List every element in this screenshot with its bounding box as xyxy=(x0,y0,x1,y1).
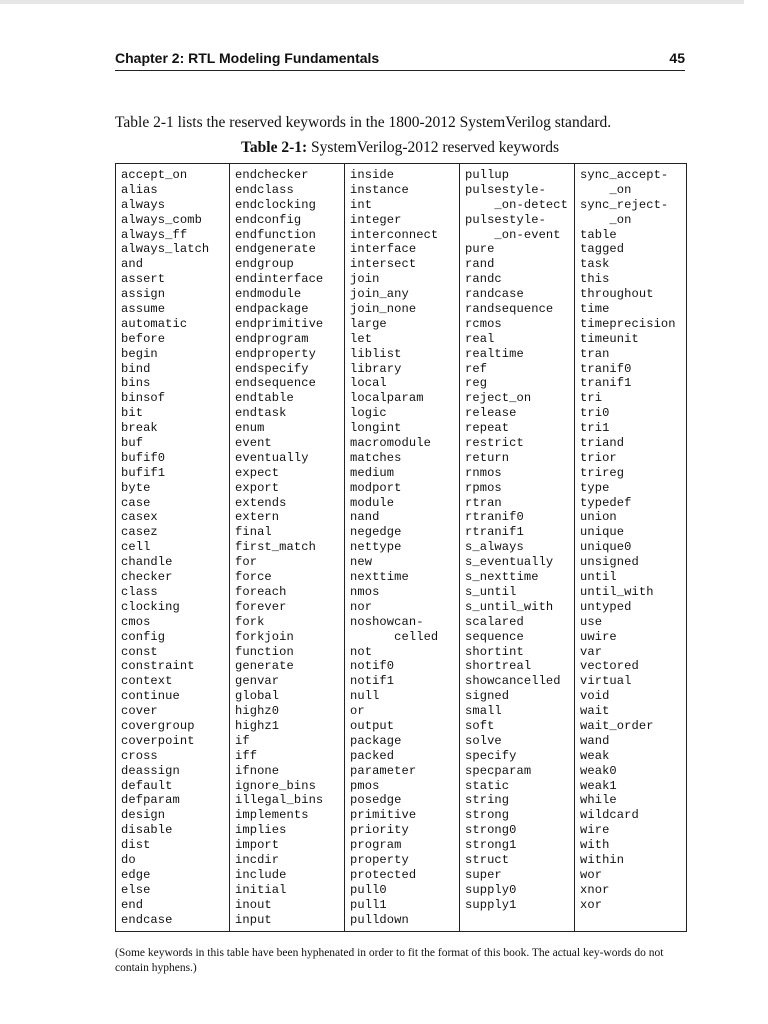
keyword-cell: rcmos xyxy=(465,316,502,331)
keyword-cell: ref xyxy=(465,361,488,376)
keyword-cell: tranif1 xyxy=(580,376,632,391)
keyword-cell: alias xyxy=(121,182,158,197)
keyword-cell: s_nexttime xyxy=(465,570,539,585)
keyword-cell: solve xyxy=(465,733,502,748)
keyword-cell: trireg xyxy=(580,465,625,480)
keyword-cell: untyped xyxy=(580,599,632,614)
keyword-cell: byte xyxy=(121,480,151,495)
keyword-cell: tagged xyxy=(580,242,625,257)
keyword-cell: assume xyxy=(121,302,166,317)
keyword-cell: until xyxy=(580,570,617,585)
keyword-cell: unique0 xyxy=(580,540,632,555)
keyword-cell: while xyxy=(580,793,617,808)
keyword-cell: force xyxy=(235,570,272,585)
keyword-cell: deassign xyxy=(121,763,180,778)
keyword-cell: iff xyxy=(235,748,258,763)
keyword-cell: cover xyxy=(121,704,158,719)
keyword-cell: realtime xyxy=(465,346,524,361)
keyword-cell: extends xyxy=(235,495,287,510)
keyword-cell: forkjoin xyxy=(235,629,294,644)
keyword-cell: endpackage xyxy=(235,302,309,317)
keyword-cell: bufif0 xyxy=(121,450,166,465)
keyword-cell: triand xyxy=(580,436,625,451)
keyword-cell: export xyxy=(235,480,280,495)
keyword-cell: casez xyxy=(121,525,158,540)
keyword-cell: or xyxy=(350,704,365,719)
keyword-cell: incdir xyxy=(235,852,280,867)
keyword-cell: inside xyxy=(350,168,395,182)
keyword-cell: bufif1 xyxy=(121,465,166,480)
keyword-cell: liblist xyxy=(350,346,402,361)
keyword-cell: s_until xyxy=(465,584,517,599)
keyword-cell: noshowcan- xyxy=(350,614,424,629)
keyword-cell: before xyxy=(121,331,166,346)
table-caption-text: SystemVerilog-2012 reserved keywords xyxy=(311,139,559,156)
keyword-cell: rtranif1 xyxy=(465,525,524,540)
keyword-cell: until_with xyxy=(580,584,654,599)
intro-paragraph: Table 2-1 lists the reserved keywords in the 1800-2012 SystemVerilog standard. xyxy=(115,114,612,131)
keyword-cell: binsof xyxy=(121,391,166,406)
keyword-cell: final xyxy=(235,525,272,540)
keyword-cell: _on-event xyxy=(465,227,561,242)
keyword-cell: endprogram xyxy=(235,331,309,346)
keyword-cell: for xyxy=(235,555,258,570)
keyword-cell: strong xyxy=(465,808,510,823)
keyword-cell: design xyxy=(121,808,166,823)
keyword-cell: time xyxy=(580,302,610,317)
keyword-cell: scalared xyxy=(465,614,524,629)
keyword-cell: xor xyxy=(580,897,603,912)
keyword-cell: large xyxy=(350,316,387,331)
keyword-cell: celled xyxy=(350,629,439,644)
keyword-cell: pulsestyle- xyxy=(465,212,546,227)
keyword-cell: generate xyxy=(235,659,294,674)
keyword-cell: randc xyxy=(465,272,502,287)
keyword-cell: clocking xyxy=(121,599,180,614)
chapter-title: Chapter 2: RTL Modeling Fundamentals xyxy=(115,50,380,66)
keyword-cell: var xyxy=(580,644,603,659)
keyword-cell: wand xyxy=(580,733,610,748)
keyword-cell: join_none xyxy=(350,302,417,317)
keyword-cell xyxy=(580,913,686,928)
keyword-cell: else xyxy=(121,882,151,897)
keyword-cell: if xyxy=(235,733,250,748)
keyword-cell: tri0 xyxy=(580,406,610,421)
keyword-cell: soft xyxy=(465,718,495,733)
keyword-cell: rand xyxy=(465,257,495,272)
keyword-cell: ifnone xyxy=(235,763,280,778)
keyword-cell: context xyxy=(121,674,173,689)
keyword-cell: input xyxy=(235,912,272,927)
keyword-cell: automatic xyxy=(121,316,188,331)
keyword-cell: genvar xyxy=(235,674,280,689)
keyword-cell: randcase xyxy=(465,287,524,302)
keyword-cell: return xyxy=(465,450,510,465)
keyword-cell: cross xyxy=(121,748,158,763)
keyword-cell: default xyxy=(121,778,173,793)
keyword-cell: instance xyxy=(350,182,409,197)
table-caption xyxy=(115,139,685,157)
keyword-cell: endfunction xyxy=(235,227,316,242)
keyword-cell: sync_reject- xyxy=(580,197,669,212)
keyword-cell: join_any xyxy=(350,287,409,302)
keyword-cell: packed xyxy=(350,748,395,763)
keyword-cell: _on xyxy=(580,212,632,227)
keyword-cell: this xyxy=(580,272,610,287)
keyword-cell: table xyxy=(580,227,617,242)
keyword-cell: strong1 xyxy=(465,838,517,853)
keyword-cell: wor xyxy=(580,867,603,882)
keyword-cell: do xyxy=(121,852,136,867)
keyword-cell: showcancelled xyxy=(465,674,561,689)
keyword-cell: local xyxy=(350,376,387,391)
keyword-cell: inout xyxy=(235,897,272,912)
keyword-cell: always xyxy=(121,197,166,212)
keyword-cell: string xyxy=(465,793,510,808)
keyword-cell: end xyxy=(121,897,144,912)
keyword-cell: typedef xyxy=(580,495,632,510)
keyword-cell: weak1 xyxy=(580,778,617,793)
keywords-table xyxy=(115,163,687,932)
keyword-cell: begin xyxy=(121,346,158,361)
keyword-cell: endgroup xyxy=(235,257,294,272)
keyword-cell: tranif0 xyxy=(580,361,632,376)
keyword-cell: rtran xyxy=(465,495,502,510)
keyword-cell: rnmos xyxy=(465,465,502,480)
keyword-column-1 xyxy=(116,164,230,932)
keyword-cell: config xyxy=(121,629,166,644)
keyword-cell: protected xyxy=(350,867,417,882)
keyword-cell: endtable xyxy=(235,391,294,406)
keyword-cell: include xyxy=(235,867,287,882)
keyword-cell: checker xyxy=(121,570,173,585)
keyword-cell: s_eventually xyxy=(465,555,554,570)
keyword-cell: priority xyxy=(350,823,409,838)
keyword-cell: type xyxy=(580,480,610,495)
keyword-cell: nmos xyxy=(350,584,380,599)
keyword-cell: new xyxy=(350,555,373,570)
keyword-cell: notif1 xyxy=(350,674,395,689)
keyword-cell: notif0 xyxy=(350,659,395,674)
keyword-cell: primitive xyxy=(350,808,417,823)
keyword-cell: package xyxy=(350,733,402,748)
keyword-cell: pure xyxy=(465,242,495,257)
keyword-cell: cmos xyxy=(121,614,151,629)
header-rule xyxy=(115,70,685,71)
keyword-cell: endcase xyxy=(121,912,173,927)
keyword-cell: const xyxy=(121,644,158,659)
keyword-cell: wildcard xyxy=(580,808,639,823)
keyword-cell: _on xyxy=(580,182,632,197)
keyword-column-3 xyxy=(345,164,460,932)
keyword-cell: nand xyxy=(350,510,380,525)
keyword-cell: extern xyxy=(235,510,280,525)
keyword-cell: interconnect xyxy=(350,227,439,242)
keyword-cell: pull0 xyxy=(350,882,387,897)
keyword-column-5 xyxy=(575,164,687,932)
table-footnote: (Some keywords in this table have been hyphenated in order to fit the format of this book. The actual key-words do not contain hyphens.) xyxy=(115,947,664,974)
keyword-cell: endmodule xyxy=(235,287,302,302)
keyword-cell: weak xyxy=(580,748,610,763)
keyword-cell: highz1 xyxy=(235,718,280,733)
keyword-cell: macromodule xyxy=(350,436,431,451)
keyword-cell: endprimitive xyxy=(235,316,324,331)
keyword-cell: enum xyxy=(235,421,265,436)
keyword-cell: wait_order xyxy=(580,718,654,733)
keyword-cell: bit xyxy=(121,406,144,421)
keyword-cell: strong0 xyxy=(465,823,517,838)
keyword-cell: always_ff xyxy=(121,227,188,242)
keyword-cell: first_match xyxy=(235,540,316,555)
keyword-cell: throughout xyxy=(580,287,654,302)
keyword-cell: pulldown xyxy=(350,912,409,927)
keyword-cell: continue xyxy=(121,689,180,704)
keyword-cell: longint xyxy=(350,421,402,436)
keyword-cell: wait xyxy=(580,704,610,719)
keyword-cell: pullup xyxy=(465,168,510,182)
keyword-cell: initial xyxy=(235,882,287,897)
keyword-cell: localparam xyxy=(350,391,424,406)
keyword-cell: timeprecision xyxy=(580,316,676,331)
keyword-cell xyxy=(465,913,574,928)
keyword-cell: reject_on xyxy=(465,391,532,406)
keyword-cell: s_always xyxy=(465,540,524,555)
keyword-cell: dist xyxy=(121,838,151,853)
keyword-cell: repeat xyxy=(465,421,510,436)
keyword-cell: sequence xyxy=(465,629,524,644)
keyword-cell: assert xyxy=(121,272,166,287)
keyword-cell: parameter xyxy=(350,763,417,778)
keyword-cell: shortreal xyxy=(465,659,532,674)
keyword-cell: struct xyxy=(465,852,510,867)
keyword-cell: endinterface xyxy=(235,272,324,287)
keywords-table-row xyxy=(116,164,687,932)
keyword-cell: int xyxy=(350,197,373,212)
keyword-cell: edge xyxy=(121,867,151,882)
keyword-cell: defparam xyxy=(121,793,180,808)
keyword-cell: let xyxy=(350,331,373,346)
keyword-cell: endclass xyxy=(235,182,294,197)
keyword-cell: fork xyxy=(235,614,265,629)
keyword-cell: nor xyxy=(350,599,373,614)
keyword-cell: with xyxy=(580,838,610,853)
keyword-cell: event xyxy=(235,436,272,451)
keyword-cell: expect xyxy=(235,465,280,480)
keyword-cell: bind xyxy=(121,361,151,376)
keyword-cell: reg xyxy=(465,376,488,391)
keyword-cell: endproperty xyxy=(235,346,316,361)
keyword-cell: import xyxy=(235,838,280,853)
keyword-cell: use xyxy=(580,614,603,629)
keyword-cell: library xyxy=(350,361,402,376)
keyword-cell: endgenerate xyxy=(235,242,316,257)
keyword-cell: constraint xyxy=(121,659,195,674)
keyword-cell: class xyxy=(121,584,158,599)
keyword-cell: highz0 xyxy=(235,704,280,719)
keyword-cell: virtual xyxy=(580,674,632,689)
keyword-cell: global xyxy=(235,689,280,704)
keyword-cell: release xyxy=(465,406,517,421)
keyword-cell: signed xyxy=(465,689,510,704)
keyword-cell: integer xyxy=(350,212,402,227)
table-caption-label: Table 2-1: xyxy=(241,139,308,156)
keyword-cell: casex xyxy=(121,510,158,525)
keyword-cell: specify xyxy=(465,748,517,763)
keyword-cell: disable xyxy=(121,823,173,838)
keyword-cell: accept_on xyxy=(121,168,188,182)
keyword-cell: union xyxy=(580,510,617,525)
keyword-cell: xnor xyxy=(580,882,610,897)
keyword-cell: sync_accept- xyxy=(580,168,669,182)
keyword-cell: tri1 xyxy=(580,421,610,436)
keyword-cell: module xyxy=(350,495,395,510)
keyword-cell: unsigned xyxy=(580,555,639,570)
keyword-cell: and xyxy=(121,257,144,272)
keyword-cell: weak0 xyxy=(580,763,617,778)
keyword-cell: void xyxy=(580,689,610,704)
top-page-rule xyxy=(0,0,744,4)
keyword-cell: endchecker xyxy=(235,168,309,182)
keyword-cell: program xyxy=(350,838,402,853)
keyword-cell: _on-detect xyxy=(465,197,569,212)
keyword-cell: rtranif0 xyxy=(465,510,524,525)
keyword-cell: endclocking xyxy=(235,197,316,212)
keyword-cell: timeunit xyxy=(580,331,639,346)
keyword-cell: always_latch xyxy=(121,242,210,257)
keyword-cell: pmos xyxy=(350,778,380,793)
keyword-cell: unique xyxy=(580,525,625,540)
keyword-cell: s_until_with xyxy=(465,599,554,614)
keyword-cell: endtask xyxy=(235,406,287,421)
keyword-cell: real xyxy=(465,331,495,346)
keyword-cell: tran xyxy=(580,346,610,361)
keyword-cell: break xyxy=(121,421,158,436)
keyword-cell: rpmos xyxy=(465,480,502,495)
keyword-cell: property xyxy=(350,852,409,867)
keyword-cell: function xyxy=(235,644,294,659)
keyword-cell: medium xyxy=(350,465,395,480)
keyword-cell: cell xyxy=(121,540,151,555)
keyword-cell: static xyxy=(465,778,510,793)
keyword-cell: endspecify xyxy=(235,361,309,376)
keyword-column-2 xyxy=(230,164,345,932)
keyword-cell: shortint xyxy=(465,644,524,659)
keyword-cell: endconfig xyxy=(235,212,302,227)
keyword-cell: specparam xyxy=(465,763,532,778)
keyword-cell: endsequence xyxy=(235,376,316,391)
keyword-cell: foreach xyxy=(235,584,287,599)
keyword-cell: supply0 xyxy=(465,882,517,897)
keyword-cell: vectored xyxy=(580,659,639,674)
keyword-cell: interface xyxy=(350,242,417,257)
keyword-cell: nexttime xyxy=(350,570,409,585)
keyword-cell: eventually xyxy=(235,450,309,465)
keyword-cell: coverpoint xyxy=(121,733,195,748)
keyword-cell: matches xyxy=(350,450,402,465)
keyword-cell: implements xyxy=(235,808,309,823)
keyword-cell: always_comb xyxy=(121,212,202,227)
keyword-cell: buf xyxy=(121,436,144,451)
keyword-cell: illegal_bins xyxy=(235,793,324,808)
keyword-cell: supply1 xyxy=(465,897,517,912)
running-header xyxy=(115,50,685,66)
keyword-cell: bins xyxy=(121,376,151,391)
keyword-cell: tri xyxy=(580,391,603,406)
page-number: 45 xyxy=(669,50,685,66)
keyword-cell: negedge xyxy=(350,525,402,540)
keyword-cell: pull1 xyxy=(350,897,387,912)
keyword-cell: case xyxy=(121,495,151,510)
keyword-cell: task xyxy=(580,257,610,272)
keyword-cell: posedge xyxy=(350,793,402,808)
keyword-cell: modport xyxy=(350,480,402,495)
keyword-cell: assign xyxy=(121,287,166,302)
keyword-cell: forever xyxy=(235,599,287,614)
keyword-cell: intersect xyxy=(350,257,417,272)
keyword-cell: trior xyxy=(580,450,617,465)
keyword-cell: chandle xyxy=(121,555,173,570)
keyword-cell: within xyxy=(580,852,625,867)
keyword-cell: nettype xyxy=(350,540,402,555)
keyword-cell: null xyxy=(350,689,380,704)
keyword-cell: small xyxy=(465,704,502,719)
keyword-cell: output xyxy=(350,718,395,733)
keyword-cell: join xyxy=(350,272,380,287)
keyword-cell: super xyxy=(465,867,502,882)
keyword-column-4 xyxy=(460,164,575,932)
keyword-cell: ignore_bins xyxy=(235,778,316,793)
keyword-cell: implies xyxy=(235,823,287,838)
keyword-cell: wire xyxy=(580,823,610,838)
keyword-cell: restrict xyxy=(465,436,524,451)
keyword-cell: logic xyxy=(350,406,387,421)
keyword-cell: pulsestyle- xyxy=(465,182,546,197)
keyword-cell: randsequence xyxy=(465,302,554,317)
keyword-cell: uwire xyxy=(580,629,617,644)
keyword-cell: covergroup xyxy=(121,718,195,733)
keyword-cell: not xyxy=(350,644,373,659)
